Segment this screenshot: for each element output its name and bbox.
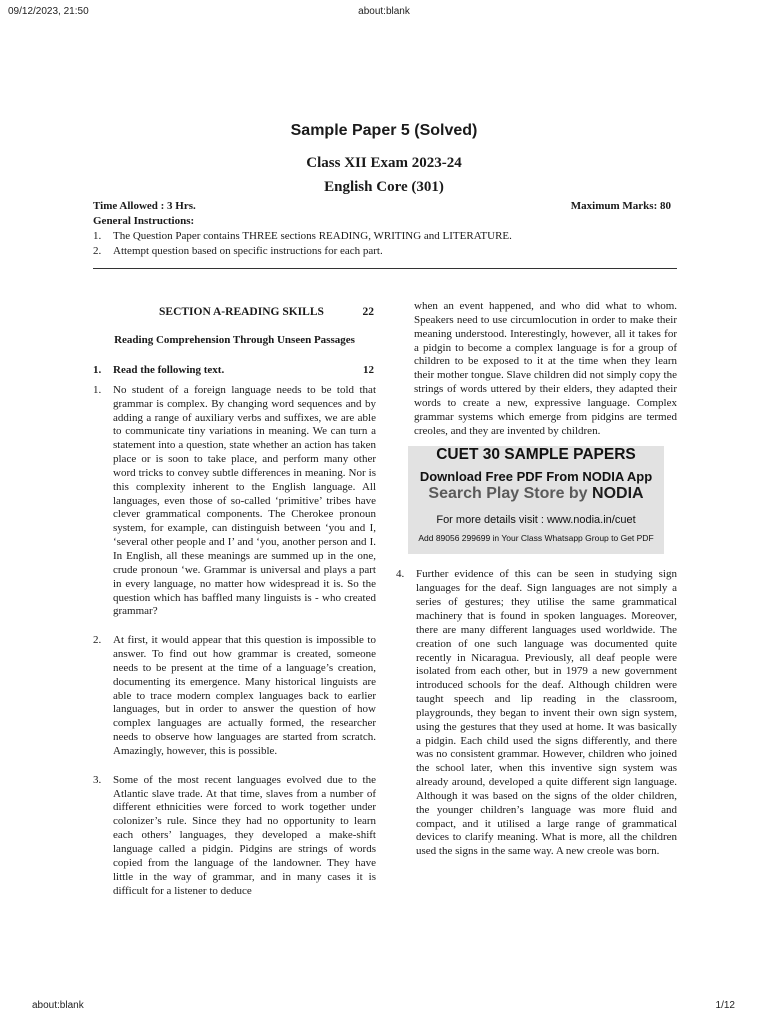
page-counter: 1/12 bbox=[715, 1000, 735, 1011]
question-text: Read the following text. bbox=[113, 363, 225, 376]
ad-headline: CUET 30 SAMPLE PAPERS bbox=[436, 446, 636, 464]
question-marks: 12 bbox=[363, 363, 374, 376]
section-heading bbox=[93, 306, 376, 322]
passage-paragraph-2: 2. At first, it would appear that this question is impossible to answer. To find out how grammar is created, someone needs to be present at the time of a language’s creation, documenting its emergence. Many historical linguists are able to trace modern complex languages back to earlier languages, but in order to answer the question of how complex languages are actually formed, the researcher needs to observe how languages are started from scratch. Amazingly, however, this is possible. bbox=[93, 634, 376, 757]
section-subtitle: Reading Comprehension Through Unseen Passages bbox=[114, 334, 355, 346]
maximum-marks: Maximum Marks: 80 bbox=[570, 200, 671, 212]
print-url-top: about:blank bbox=[358, 6, 410, 17]
ad-search-line: Search Play Store by NODIA bbox=[428, 485, 644, 503]
ad-whatsapp-line: Add 89056 299699 in Your Class Whatsapp Group to Get PDF bbox=[418, 533, 654, 544]
class-line: Class XII Exam 2023-24 bbox=[306, 155, 462, 171]
exam-meta-row bbox=[93, 200, 671, 212]
left-column bbox=[93, 300, 376, 898]
ad-details-line: For more details visit : www.nodia.in/cuet bbox=[436, 514, 636, 527]
right-column bbox=[396, 300, 677, 859]
browser-print-footer bbox=[0, 1000, 768, 1016]
section-title: SECTION A-READING SKILLS bbox=[159, 306, 324, 318]
section-marks: 22 bbox=[362, 306, 374, 318]
paper-title: Sample Paper 5 (Solved) bbox=[290, 122, 478, 139]
header-divider bbox=[93, 268, 677, 269]
print-url-bottom: about:blank bbox=[32, 1000, 84, 1011]
question-heading bbox=[93, 364, 376, 380]
passage-paragraph-3: 3. Some of the most recent languages evolved due to the Atlantic slave trade. At that time, slaves from a number of different ethnicities were forced to work together under colonizer’s rule. Since they had no opportunity to learn each others’ languages, they developed a make-shift language called a pidgin. Pidgins are strings of words copied from the language of the landowner. They have little in the way of grammar, and in many cases it is difficult for a listener to deduce bbox=[93, 773, 376, 897]
general-instructions-label: General Instructions: bbox=[93, 215, 195, 227]
subject-line: English Core (301) bbox=[324, 179, 444, 195]
cuet-ad-banner bbox=[408, 446, 664, 554]
passage-paragraph-3-continued: when an event happened, and who did what to whom. Speakers need to use circumlocution in order to make their meaning understood. Interestingly, however, all it takes for a pidgin to become a complex language is for a group of children to be exposed to it at the time when they learn their mother tongue. Slave children did not simply copy the strings of words uttered by their elders, they adapted their words to create a new, expressive language. Complex grammar systems which emerge from pidgins are termed creoles, and they are invented by children. bbox=[414, 300, 677, 437]
time-allowed: Time Allowed : 3 Hrs. bbox=[93, 200, 196, 212]
passage-paragraph-1: 1. No student of a foreign language needs to be told that grammar is complex. By changing word sequences and by adding a range of auxiliary verbs and suffixes, we are able to communicate tiny variations in meaning. We can turn a statement into a question, state whether an action has taken place or is soon to take place, and perform many other word tricks to convey subtle differences in meaning. Nor is this complexity inherent to the English language. All languages, even those of so-called ‘primitive’ tribes have clever grammatical components. The Cherokee pronoun system, for example, can distinguish between ‘you and I, ‘several other people and I’ and ‘you, another person and I. In English, all these meanings are summed up in the one, crude pronoun ‘we. Grammar is universal and plays a part in every language, no matter how widespread it is. So the question which has baffled many linguists is - who created grammar? bbox=[93, 383, 376, 618]
ad-download-line: Download Free PDF From NODIA App bbox=[419, 469, 653, 485]
nodia-brand: NODIA bbox=[592, 485, 644, 503]
print-datetime: 09/12/2023, 21:50 bbox=[8, 6, 89, 17]
question-number: 1. bbox=[93, 363, 102, 376]
instruction-item: 2. Attempt question based on specific instructions for each part. bbox=[93, 245, 383, 257]
passage-paragraph-4: 4. Further evidence of this can be seen in studying sign languages for the deaf. Sign languages are not simply a series of gestures; they utilise the same grammatical machinery that is found in spoken languages. Moreover, there are many different languages used worldwide. The creation of one such language was documented quite recently in Nicaragua. Previously, all deaf people were isolated from each other, but in 1979 a new government introduced schools for the deaf. Although children were taught speech and lip reading in the classroom, playgrounds, they began to invent their own sign system, using the gestures that they used at home. It was basically a pidgin. Each child used the signs differently, and there was no consistent grammar. However, children who joined the school later, when this inventive sign system was already around, developed a quite different sign language. Although it was based on the signs of the older children, the younger children’s language was more fluid and compact, and it utilised a large range of grammatical devices to clarify meaning. What is more, all the children used the signs in the same way. A new creole was born. bbox=[396, 568, 677, 858]
instruction-item: 1. The Question Paper contains THREE sections READING, WRITING and LITERATURE. bbox=[93, 230, 512, 242]
